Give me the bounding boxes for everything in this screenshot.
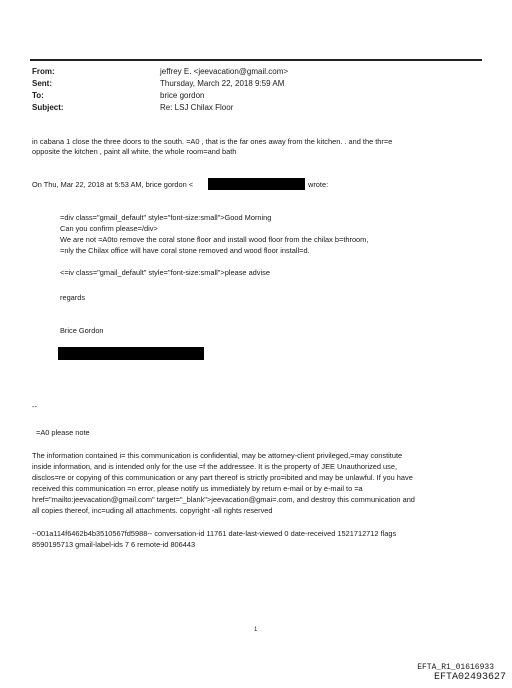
to-label: To: bbox=[32, 91, 44, 100]
meta-line-1: --001a114f6462b4b3510567fd5988-- conversation-id 11761 date-last-viewed 0 date-received 1521712712 flags bbox=[32, 529, 397, 538]
doc-id-small: EFTA_R1_01616933 bbox=[417, 663, 494, 672]
doc-id-large: EFTA02493627 bbox=[433, 672, 506, 683]
subject-value: Re: LSJ Chilax Floor bbox=[160, 103, 234, 112]
sent-label: Sent: bbox=[32, 79, 52, 88]
header-sent-row bbox=[32, 78, 482, 90]
disclaimer-line-2: inside information, and is intended only for the use =f the addressee. It is the property of JEE Unauthorized use, bbox=[32, 462, 398, 471]
quote-line-3: We are not =A0to remove the coral stone floor and install wood floor from the chilax b=throom, bbox=[60, 235, 369, 244]
quote-line-4: =nly the Chilax office will have coral stone removed and wood floor install=d. bbox=[60, 246, 310, 255]
redaction-signature bbox=[58, 347, 204, 360]
header-subject-row bbox=[32, 102, 482, 114]
quote-line-5: <=iv class="gmail_default" style="font-size:small">please advise bbox=[60, 268, 270, 277]
signature-name: Brice Gordon bbox=[60, 326, 104, 335]
redaction-email bbox=[208, 178, 305, 190]
disclaimer-line-1: The information contained i= this communication is confidential, may be attorney-client privileged,=may constitute bbox=[32, 451, 403, 460]
header-top-rule bbox=[30, 59, 482, 61]
sent-value: Thursday, March 22, 2018 9:59 AM bbox=[160, 79, 285, 88]
quote-line-1: =div class="gmail_default" style="font-size:small">Good Morning bbox=[60, 213, 272, 222]
meta-line-2: 8590195713 gmail-label-ids 7 6 remote-id 806443 bbox=[32, 540, 196, 549]
body-line-1: in cabana 1 close the three doors to the south. =A0 , that is the far ones away from the kitchen. . and the thr=e bbox=[32, 137, 393, 146]
body-line-2: opposite the kitchen , paint all white. the whole room=and bath bbox=[32, 147, 237, 156]
from-label: From: bbox=[32, 67, 55, 76]
to-value: brice gordon bbox=[160, 91, 205, 100]
disclaimer-line-5: href="mailto:jeevacation@gmail.com" target="_blank">jeevacation@gmai=.com, and destroy this communication and bbox=[32, 495, 415, 504]
disclaimer-line-3: disclos=re or copying of this communication or any part thereof is strictly pro=ibited and may be unlawful. If you have bbox=[32, 473, 413, 482]
regards-text: regards bbox=[60, 293, 86, 302]
disclaimer-line-6: all copies thereof, inc=uding all attachments. copyright -all rights reserved bbox=[32, 506, 273, 515]
header-to-row bbox=[32, 90, 482, 102]
please-note: =A0 please note bbox=[36, 428, 90, 437]
subject-label: Subject: bbox=[32, 103, 64, 112]
page-number: 1 bbox=[254, 627, 258, 633]
signature-separator: -- bbox=[32, 402, 37, 411]
quote-line-2: Can you confirm please=/div> bbox=[60, 224, 158, 233]
header-from-row bbox=[32, 66, 482, 78]
quote-intro-left: On Thu, Mar 22, 2018 at 5:53 AM, brice gordon < bbox=[32, 180, 194, 189]
quote-intro-right: wrote: bbox=[308, 180, 329, 189]
from-value: jeffrey E. <jeevacation@gmail.com> bbox=[160, 67, 289, 76]
disclaimer-line-4: received this communication =n error, please notify us immediately by return e-mail or by e-mail to =a bbox=[32, 484, 363, 493]
